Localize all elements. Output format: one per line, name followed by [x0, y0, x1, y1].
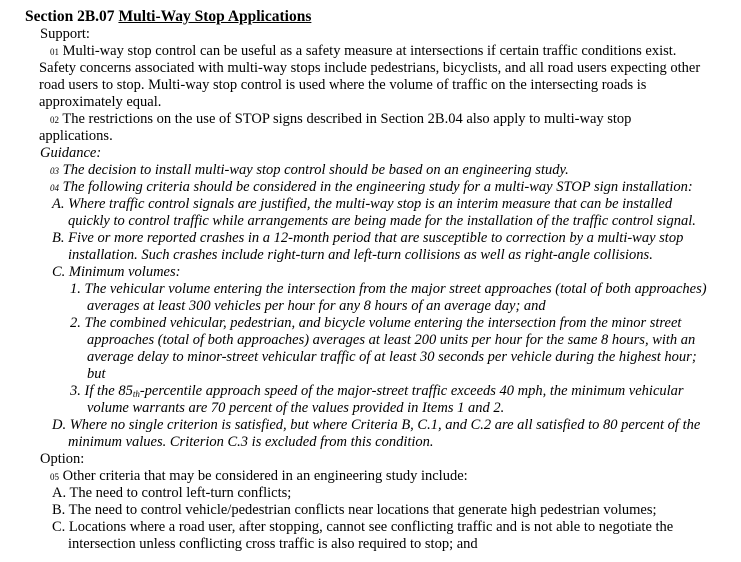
- paragraph-04-text: The following criteria should be considered in the engineering study for a multi-way STOP sign installation:: [62, 179, 693, 195]
- guidance-item-a-line-1: A. Where traffic control signals are justified, the multi-way stop is an interim measure that can be installed: [52, 196, 673, 212]
- section-title: [25, 8, 311, 25]
- option-item-b: B. The need to control vehicle/pedestrian conflicts near locations that generate high pedestrian volumes;: [52, 502, 657, 518]
- guidance-item-c-label: C. Minimum volumes:: [52, 264, 181, 280]
- guidance-item-b-line-2: installation. Such crashes include right-turn and left-turn collisions as well as right-angle collisions.: [68, 247, 653, 263]
- criterion-c3-text-pre: 3. If the 85: [70, 383, 133, 399]
- guidance-item-b-line-1: B. Five or more reported crashes in a 12-month period that are susceptible to correction by a multi-way stop: [52, 230, 684, 246]
- criterion-c1-line-2: averages at least 300 vehicles per hour for any 8 hours of an average day; and: [87, 298, 546, 314]
- paragraph-03: [50, 162, 569, 180]
- guidance-label: Guidance:: [40, 145, 102, 161]
- option-item-c-line-1: C. Locations where a road user, after stopping, cannot see conflicting traffic and is not able to negotiate the: [52, 519, 674, 535]
- paragraph-05-text: Other criteria that may be considered in an engineering study include:: [62, 468, 468, 484]
- option-item-a: A. The need to control left-turn conflicts;: [52, 485, 292, 501]
- paragraph-02-line-1: [50, 111, 631, 129]
- option-item-c-line-2: intersection unless conflicting cross traffic is also required to stop; and: [68, 536, 478, 552]
- guidance-item-a-line-2: quickly to control traffic while arrangements are being made for the installation of the traffic control signal.: [68, 213, 696, 229]
- paragraph-04: [50, 179, 693, 197]
- paragraph-02-text-1: The restrictions on the use of STOP signs described in Section 2B.04 also apply to multi-way stop: [62, 111, 632, 127]
- support-label: Support:: [40, 26, 90, 42]
- paragraph-number-01: 01: [50, 47, 59, 57]
- paragraph-01-text-1: Multi-way stop control can be useful as a safety measure at intersections if certain traffic conditions exist.: [62, 43, 677, 59]
- paragraph-05: [50, 468, 468, 486]
- paragraph-01-line-3: road users to stop. Multi-way stop control is used where the volume of traffic on the intersecting roads is: [39, 77, 647, 93]
- section-number: Section 2B.07: [25, 8, 115, 25]
- paragraph-number-02: 02: [50, 115, 59, 125]
- paragraph-01-line-1: [50, 43, 676, 61]
- criterion-c3-line-2: volume warrants are 70 percent of the values provided in Items 1 and 2.: [87, 400, 505, 416]
- paragraph-03-text: The decision to install multi-way stop control should be based on an engineering study.: [62, 162, 569, 178]
- paragraph-number-04: 04: [50, 183, 59, 193]
- paragraph-01-line-2: Safety concerns associated with multi-way stops include pedestrians, bicyclists, and all road users expecting other: [39, 60, 701, 76]
- paragraph-number-05: 05: [50, 472, 59, 482]
- criterion-c3-subscript: th: [132, 389, 140, 399]
- criterion-c2-line-1: 2. The combined vehicular, pedestrian, and bicycle volume entering the intersection from the minor street: [70, 315, 682, 331]
- criterion-c3-text-post: -percentile approach speed of the major-street traffic exceeds 40 mph, the minimum vehicular: [139, 383, 684, 399]
- criterion-c2-line-3: average delay to minor-street vehicular traffic of at least 30 seconds per vehicle during the highest hour;: [87, 349, 697, 365]
- criterion-c2-line-4: but: [87, 366, 106, 382]
- paragraph-number-03: 03: [50, 166, 59, 176]
- option-label: Option:: [40, 451, 85, 467]
- paragraph-02-line-2: applications.: [39, 128, 113, 144]
- guidance-item-d-line-1: D. Where no single criterion is satisfied, but where Criteria B, C.1, and C.2 are all satisfied to 80 percent of the: [52, 417, 701, 433]
- criterion-c2-line-2: approaches (total of both approaches) averages at least 200 units per hour for the same 8 hours, with an: [87, 332, 696, 348]
- section-heading: Multi-Way Stop Applications: [118, 8, 312, 25]
- criterion-c1-line-1: 1. The vehicular volume entering the intersection from the major street approaches (total of both approaches): [70, 281, 707, 297]
- paragraph-01-line-4: approximately equal.: [39, 94, 162, 110]
- guidance-item-d-line-2: minimum values. Criterion C.3 is excluded from this condition.: [68, 434, 434, 450]
